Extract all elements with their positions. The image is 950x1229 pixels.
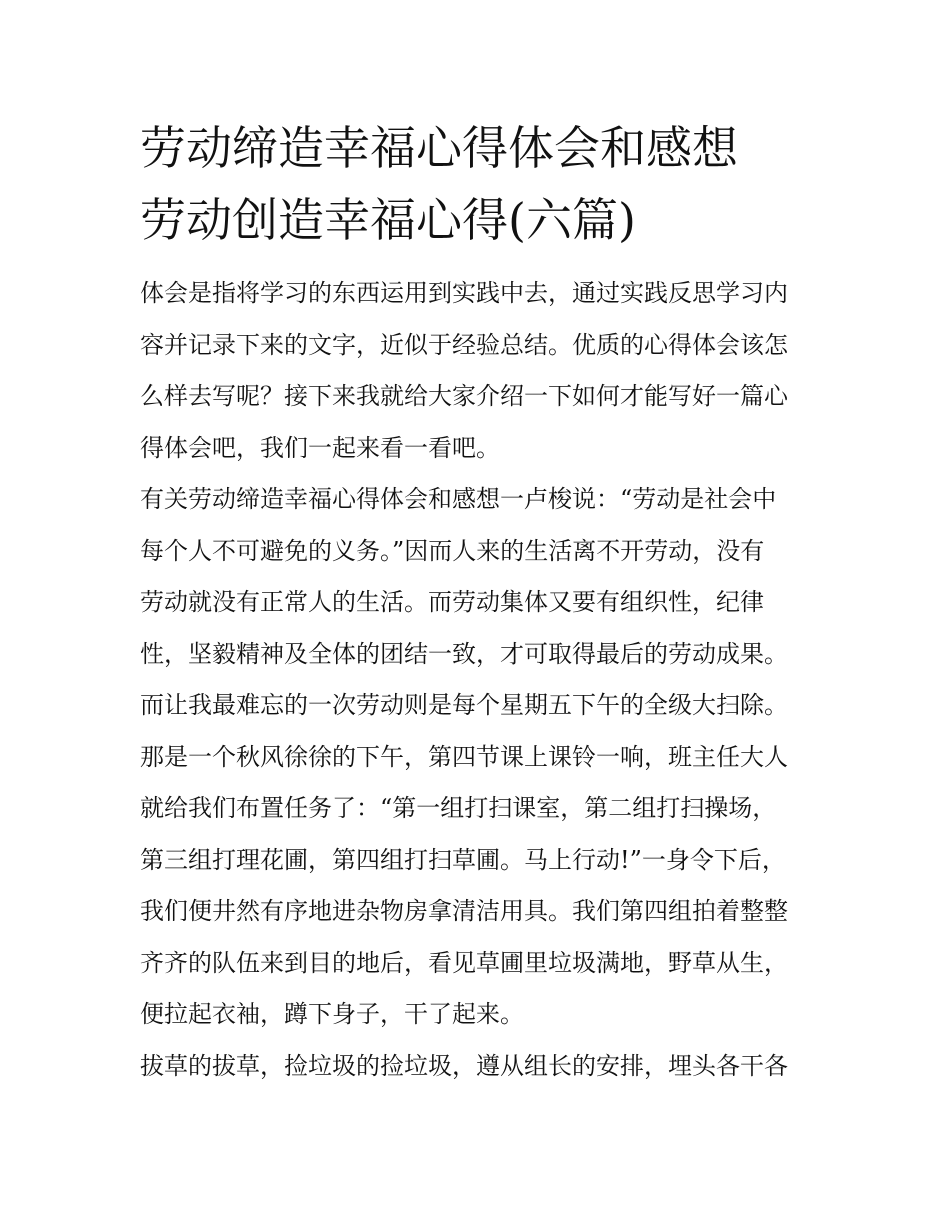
- text-line: 那是一个秋风徐徐的下午，第四节课上课铃一响，班主任大人: [140, 742, 788, 771]
- text-line: 就给我们布置任务了：“第一组打扫课室，第二组打扫操场，: [140, 794, 777, 822]
- text-line: 我们便井然有序地进杂物房拿清洁用具。我们第四组拍着整整: [140, 897, 788, 925]
- text-line: 拔草的拔草，捡垃圾的捡垃圾，遵从组长的安排，埋头各干各: [140, 1051, 788, 1080]
- paragraph-3: [140, 1041, 820, 1093]
- document-page: [140, 112, 820, 1092]
- text-line: 容并记录下来的文字，近似于经验总结。优质的心得体会该怎: [140, 330, 788, 359]
- text-line: 性，坚毅精神及全体的团结一致，才可取得最后的劳动成果。: [140, 639, 788, 668]
- text-line: 每个人不可避免的义务。”因而人来的生活离不开劳动，没有: [140, 536, 765, 565]
- paragraph-1: [140, 268, 820, 474]
- text-line: 得体会吧，我们一起来看一看吧。: [140, 433, 500, 462]
- text-line: 劳动就没有正常人的生活。而劳动集体又要有组织性，纪律: [140, 588, 764, 616]
- text-line: 第三组打理花圃，第四组打扫草圃。马上行动!”一身令下后，: [140, 845, 786, 874]
- text-line: 体会是指将学习的东西运用到实践中去，通过实践反思学习内: [140, 279, 788, 307]
- text-line: 便拉起衣袖，蹲下身子，干了起来。: [140, 1000, 524, 1028]
- paragraph-2: [140, 474, 820, 1041]
- text-line: 而让我最难忘的一次劳动则是每个星期五下午的全级大扫除。: [140, 691, 788, 719]
- document-title: [140, 112, 820, 256]
- text-line: 么样去写呢？接下来我就给大家介绍一下如何才能写好一篇心: [140, 382, 788, 410]
- title-line-2: 劳动创造幸福心得(六篇): [140, 193, 636, 247]
- title-line-1: 劳动缔造幸福心得体会和感想: [140, 121, 738, 175]
- text-line: 有关劳动缔造幸福心得体会和感想一卢梭说：“劳动是社会中: [140, 485, 777, 513]
- document-body: [140, 268, 820, 1092]
- text-line: 齐齐的队伍来到目的地后，看见草圃里垃圾满地，野草从生，: [140, 948, 788, 977]
